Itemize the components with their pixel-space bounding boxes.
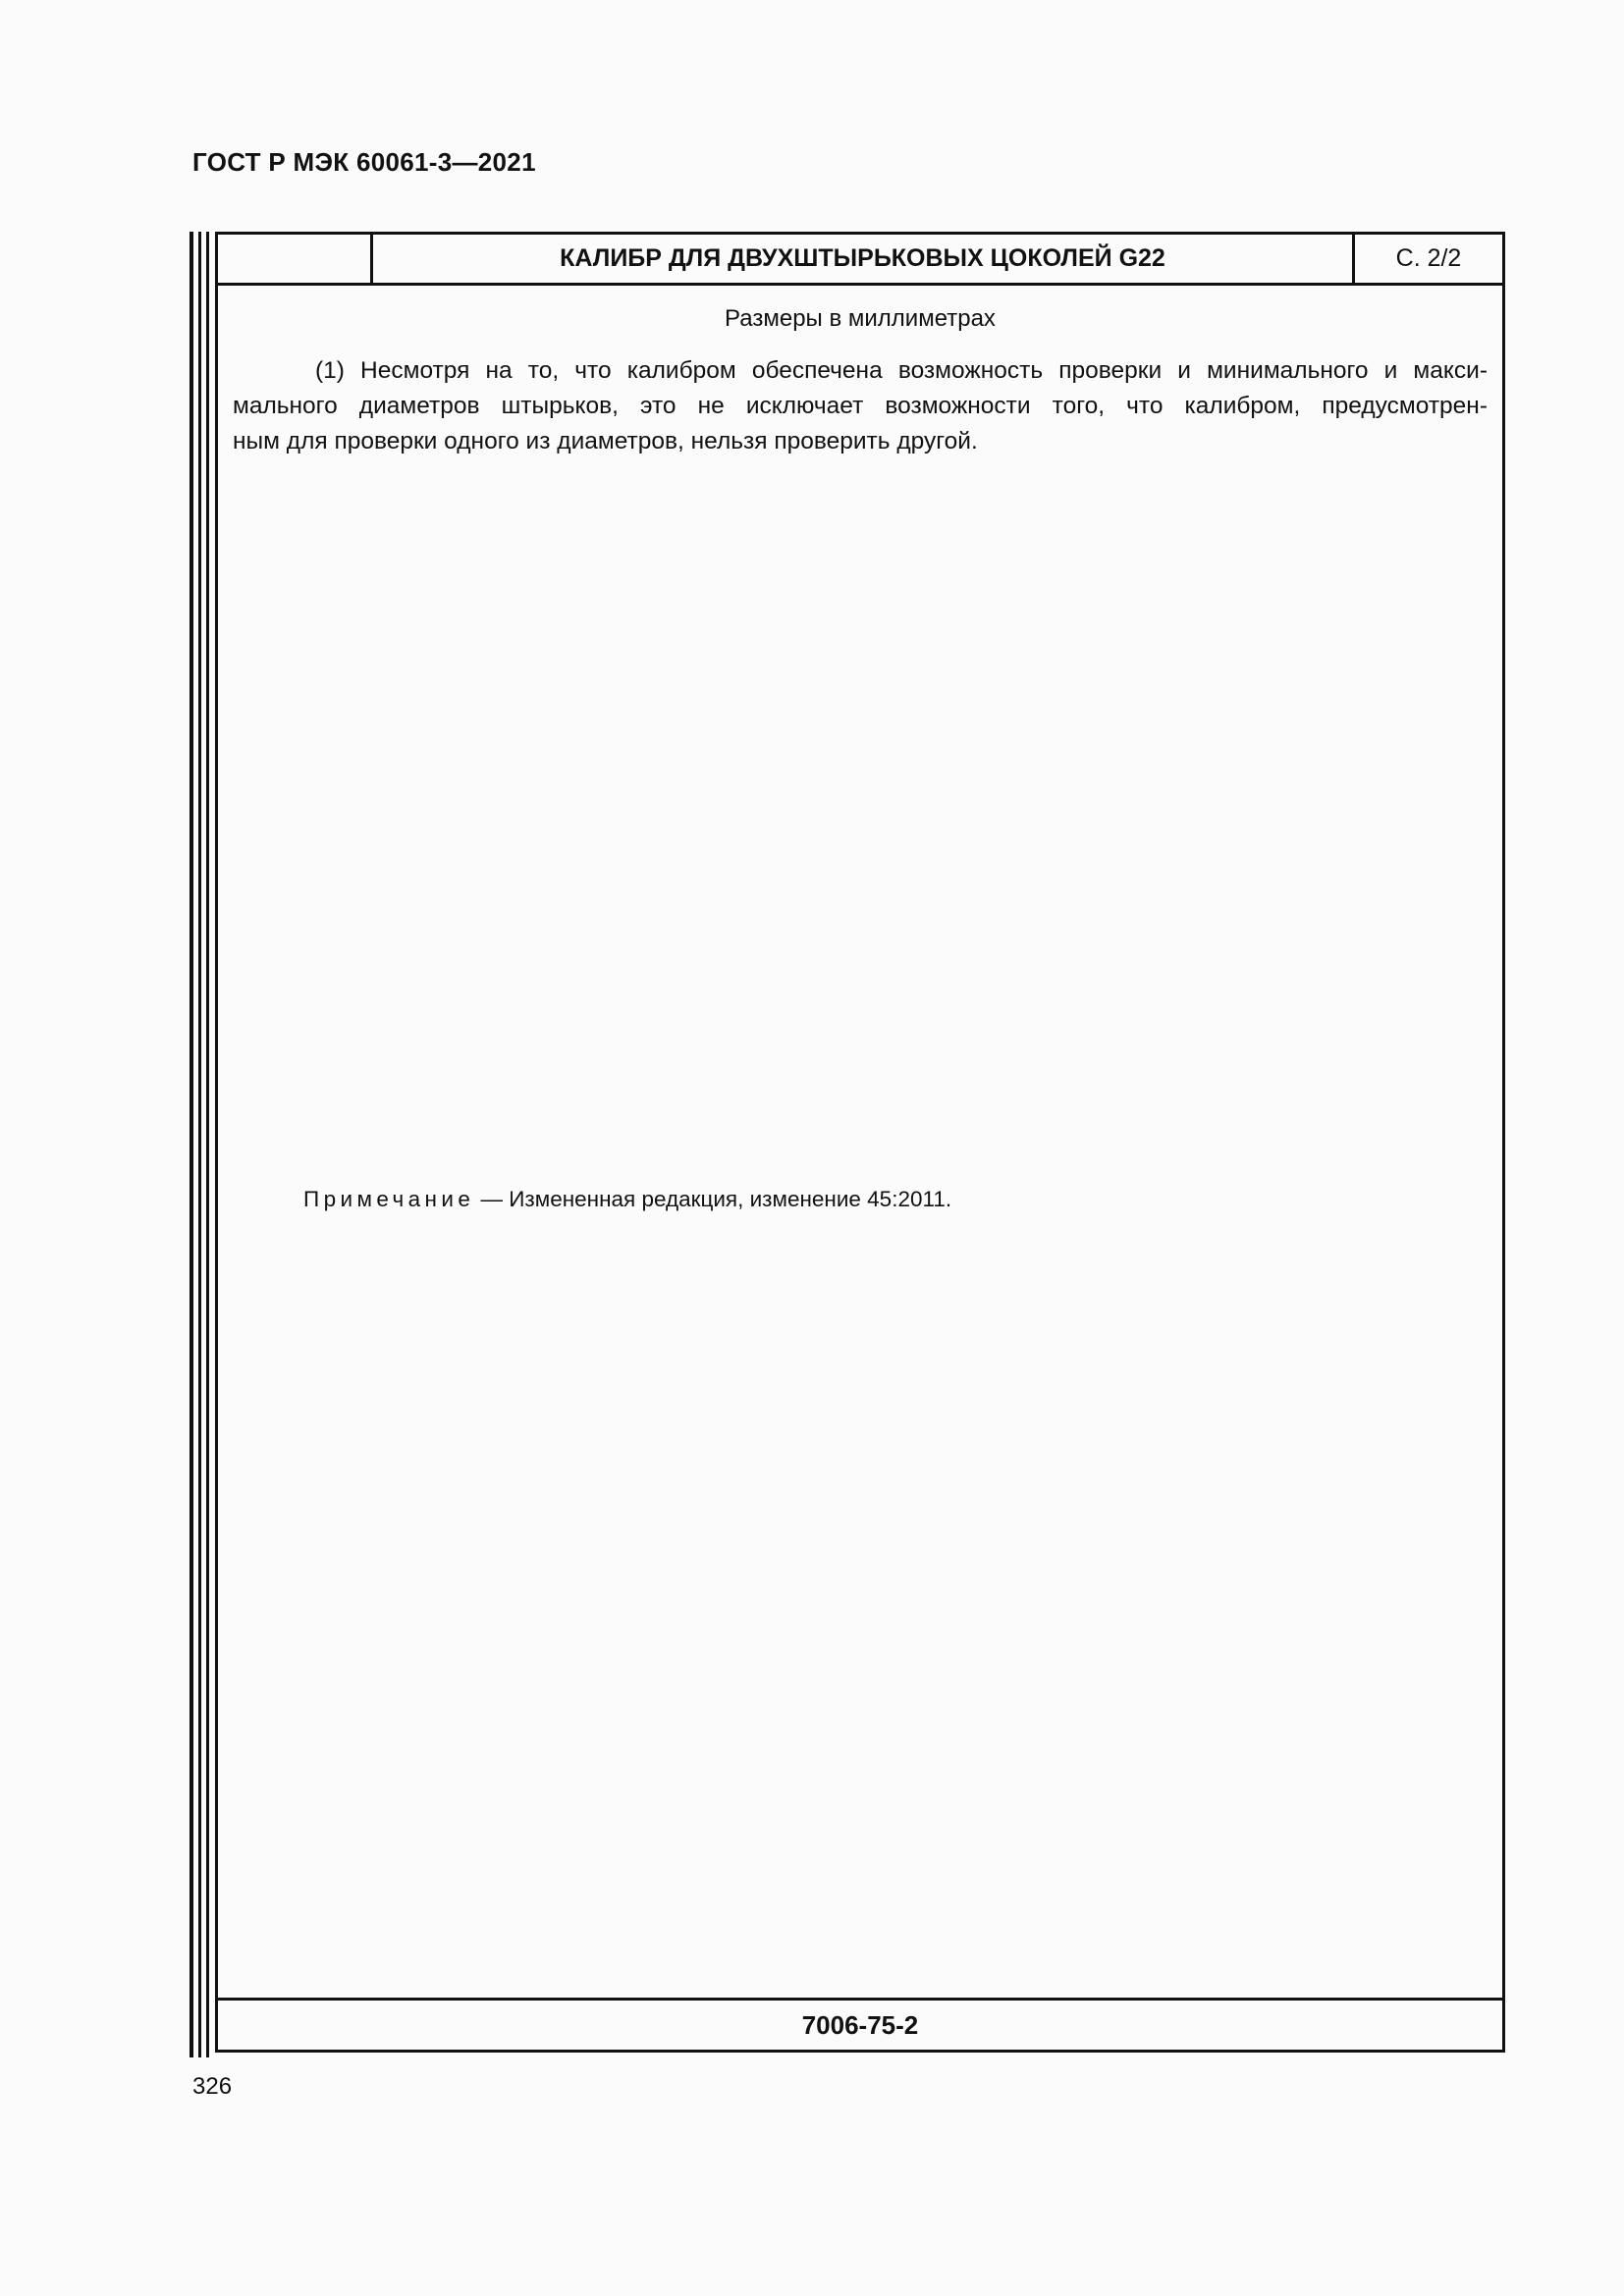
margin-rule-middle [198, 232, 201, 2057]
sheet-number: С. 2/2 [1395, 244, 1462, 272]
document-standard-header: ГОСТ Р МЭК 60061-3—2021 [192, 147, 536, 177]
units-caption: Размеры в миллиметрах [725, 305, 996, 332]
sheet-designation: 7006-75-2 [218, 1998, 1502, 2050]
note-prefix: Примечание [303, 1187, 475, 1211]
page-number: 326 [192, 2073, 233, 2100]
sheet-title-row [218, 235, 1502, 286]
title-empty-cell [218, 235, 373, 283]
footnote-line: (1) Несмотря на то, что калибром обеспечена возможность проверки и минимального и макси- [315, 357, 1488, 384]
footnote-line: ным для проверки одного из диаметров, нельзя проверить другой. [233, 428, 978, 454]
standard-sheet-frame [215, 232, 1505, 2053]
footnote-line: мального диаметров штырьков, это не исключает возможности того, что калибром, предусмотрен- [233, 393, 1488, 419]
margin-rule-outer [189, 232, 193, 2057]
sheet-title: КАЛИБР ДЛЯ ДВУХШТЫРЬКОВЫХ ЦОКОЛЕЙ G22 [373, 235, 1355, 283]
margin-rule-inner [206, 232, 209, 2057]
revision-note [303, 1187, 951, 1212]
note-text: — Измененная редакция, изменение 45:2011. [474, 1187, 952, 1211]
footnote-paragraph [233, 353, 1488, 459]
